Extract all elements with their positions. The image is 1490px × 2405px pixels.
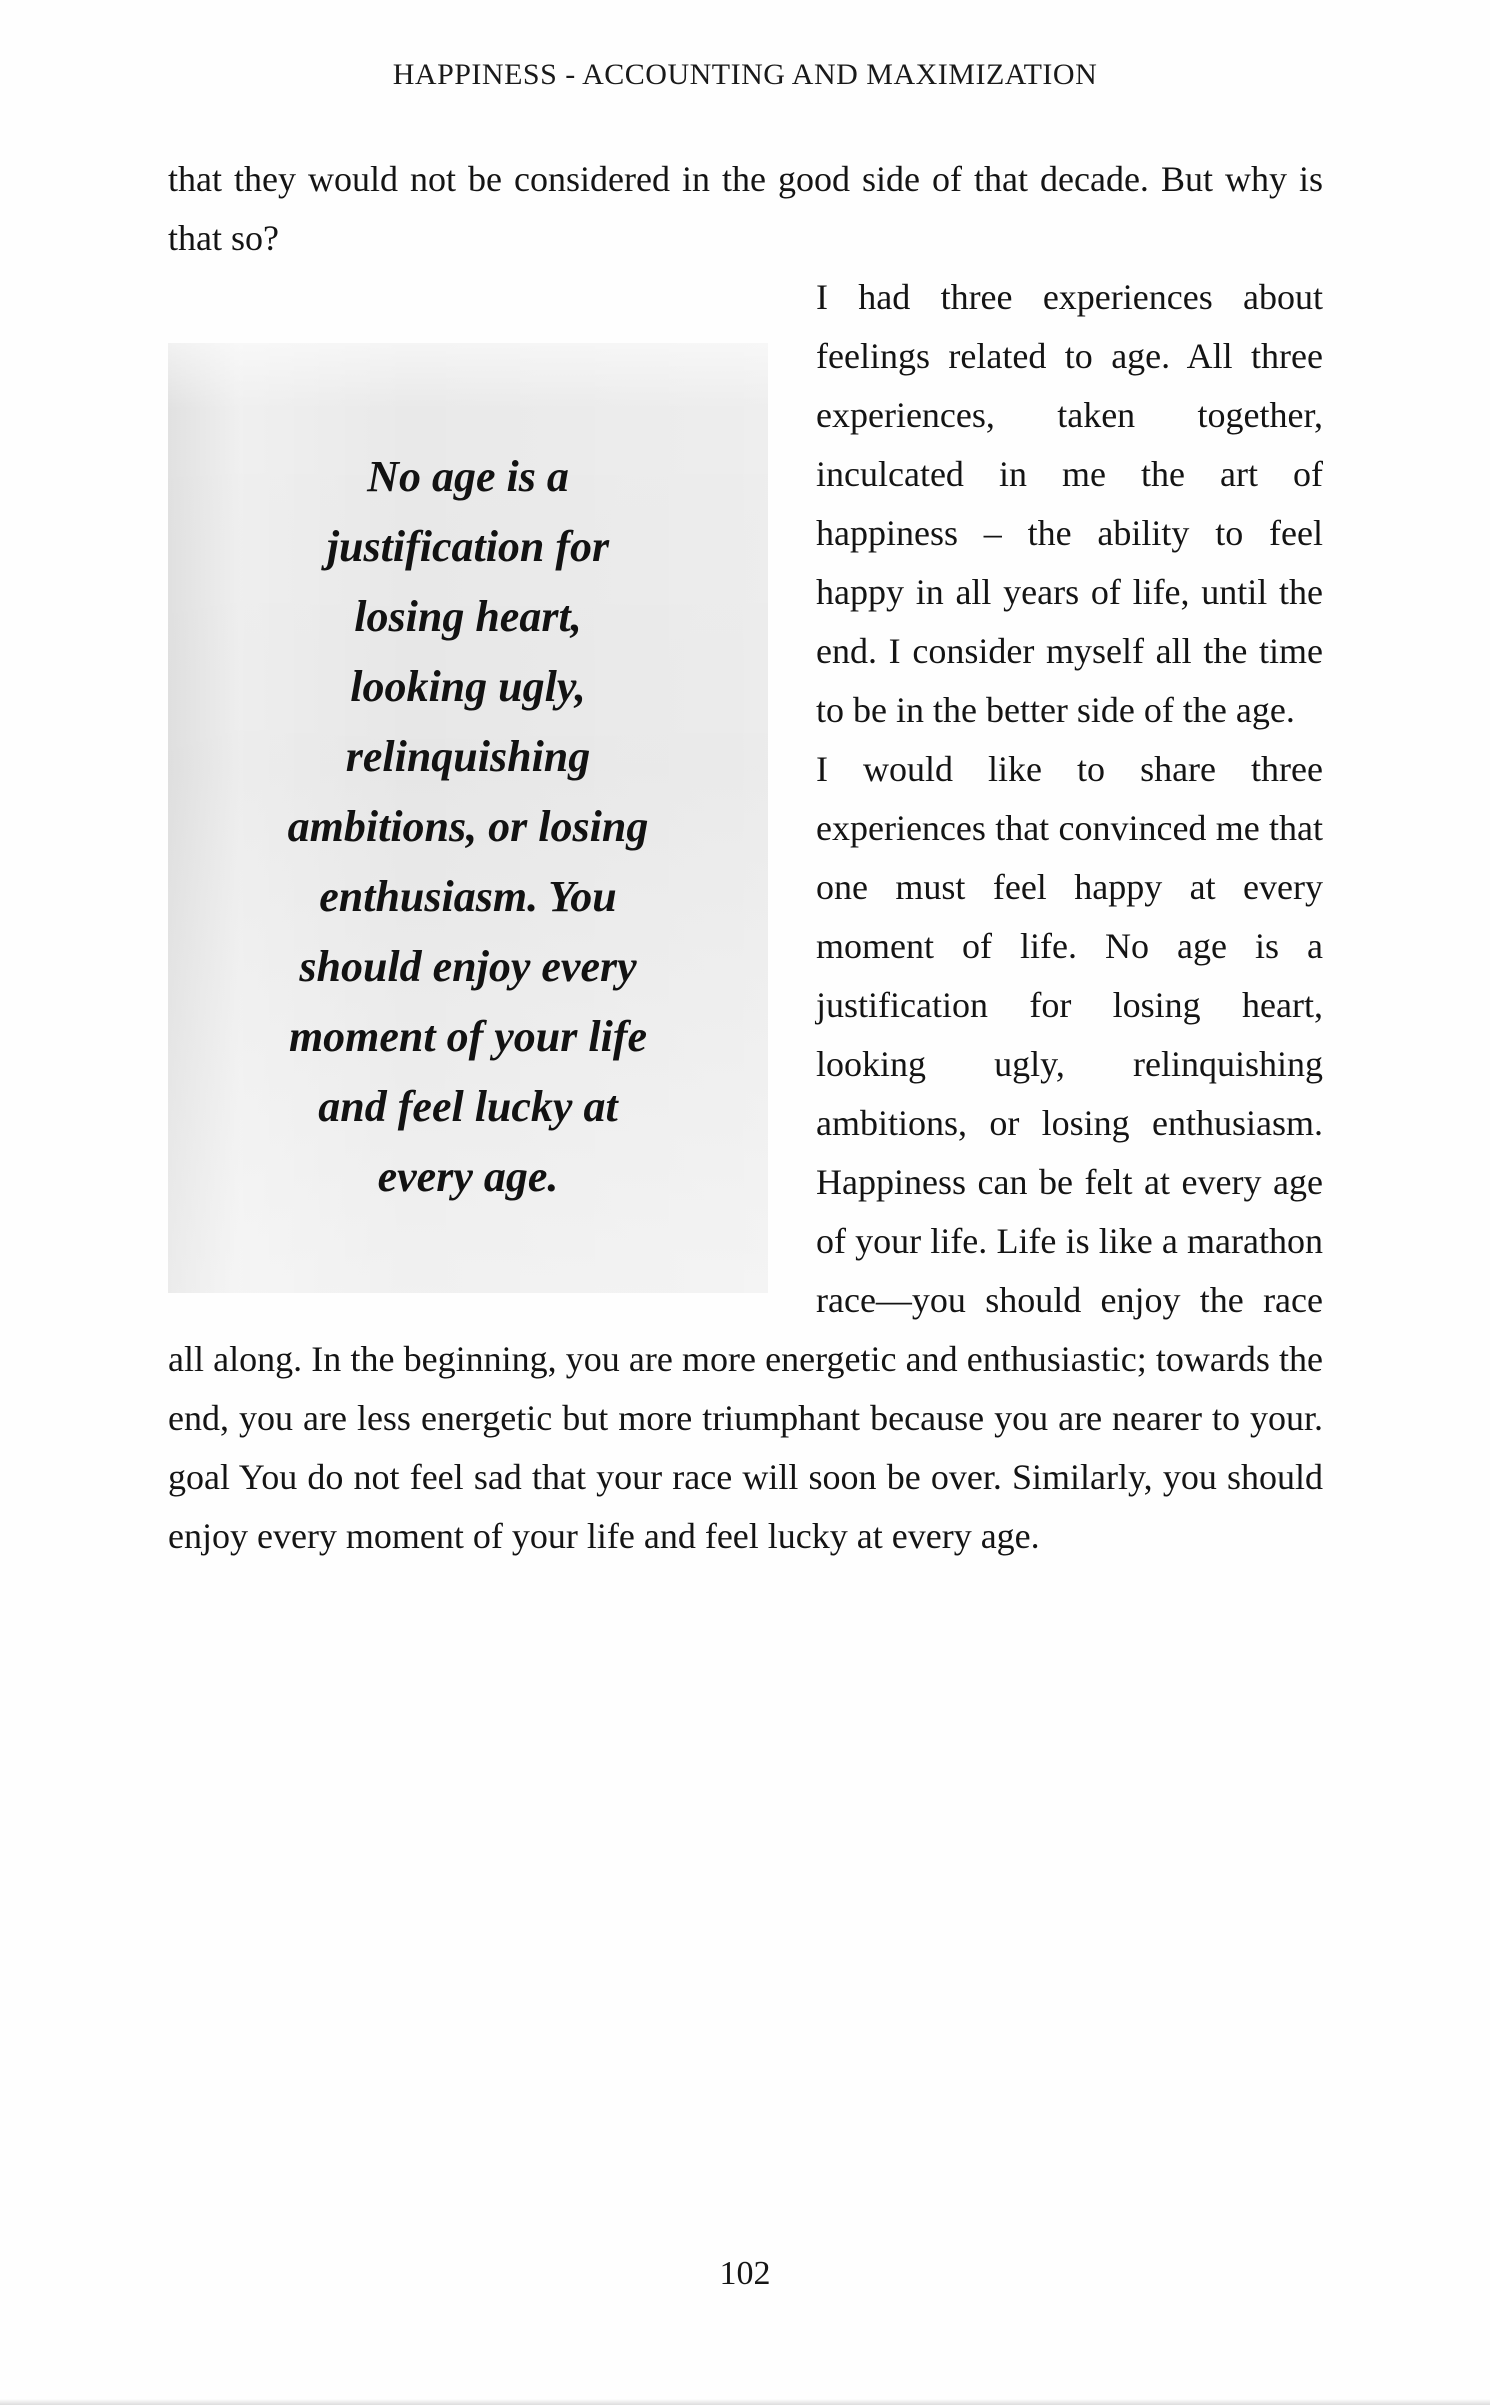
page-number: 102	[719, 2255, 771, 2292]
pull-quote-text	[168, 442, 768, 1252]
quote-line: should enjoy every	[299, 942, 637, 991]
quote-line: ambitions, or losing	[287, 802, 649, 851]
quote-line: every age.	[377, 1152, 559, 1201]
scan-edge	[0, 2399, 1490, 2405]
paragraph-third: I would like to share three experiences that convinced me that one must feel happy at every moment of life. No age is a justification for losing heart, looking ugly, relinquishing ambitions, or losing enthusiasm. Happiness can be felt at every age of your life. Life is like a marathon race—you should enjoy the race all along. In the beginning, you are more energetic and enthusiastic; towards the end, you are less energetic but more triumphant because you are nearer to your. goal You do not feel sad that your race will soon be over. Similarly, you should enjoy every moment of your life and feel lucky at every age.	[168, 749, 1323, 1556]
quote-line: and feel lucky at	[318, 1082, 618, 1131]
quote-line: looking ugly,	[350, 662, 586, 711]
quote-line: enthusiasm. You	[319, 872, 617, 921]
body-text-column	[168, 150, 1323, 1566]
running-head: HAPPINESS - ACCOUNTING AND MAXIMIZATION	[392, 58, 1098, 91]
quote-line: relinquishing	[345, 732, 591, 781]
paragraph-opening: that they would not be considered in the good side of that decade. But why is that so?	[168, 159, 1323, 258]
quote-line: losing heart,	[354, 592, 582, 641]
pull-quote-box	[168, 343, 768, 1293]
paragraph-second: I had three experiences about feelings related to age. All three experiences, taken together, inculcated in me the art of happiness – the ability to feel happy in all years of life, until the end. I consider myself all the time to be in the better side of the age.	[816, 277, 1323, 730]
quote-line: justification for	[326, 522, 610, 571]
quote-line: No age is a	[367, 452, 569, 501]
quote-line: moment of your life	[288, 1012, 648, 1061]
